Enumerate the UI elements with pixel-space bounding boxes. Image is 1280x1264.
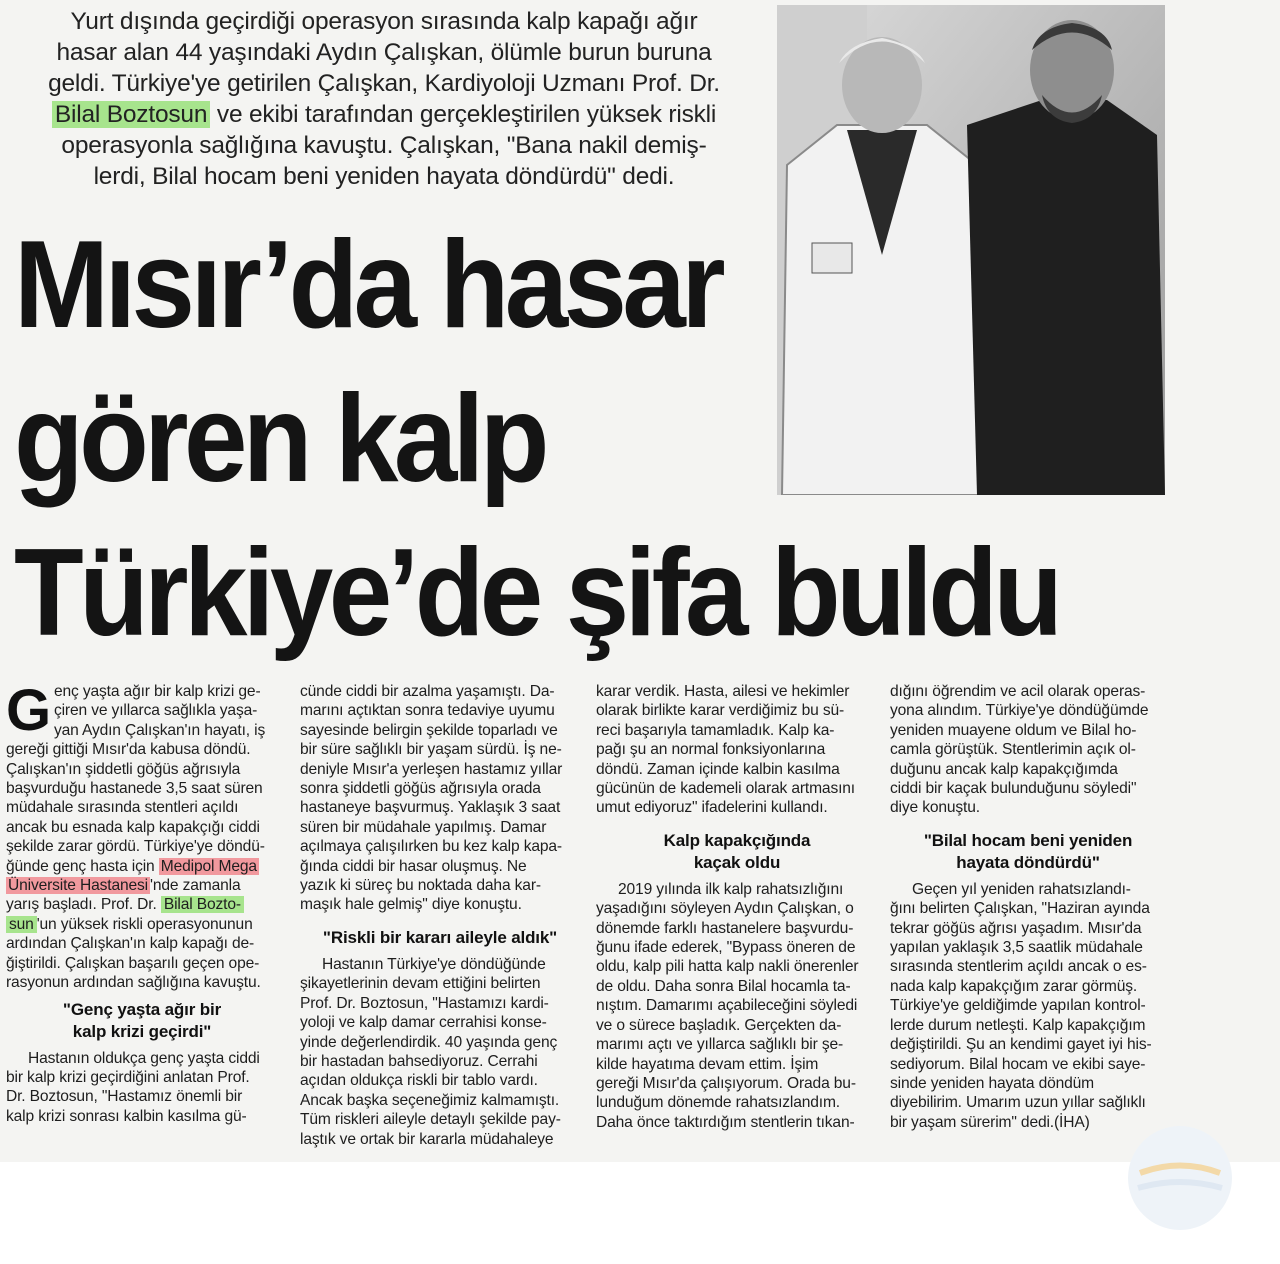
text-line: marını açtıktan sonra tedaviye uyumu <box>300 702 555 720</box>
highlighted-hospital: Medipol Mega <box>160 857 257 875</box>
headline-line: Türkiye’de şifa buldu <box>14 524 1059 662</box>
text-line: yapılan yaklaşık 3,5 saatlik müdahale <box>890 939 1143 957</box>
deck-line: hasar alan 44 yaşındaki Aydın Çalışkan, ölümle burun buruna <box>56 39 712 66</box>
text-line: döndü. Zaman içinde kalbin kasılma <box>596 760 840 778</box>
text-line: reci başarıyla tamamladık. Kalp ka- <box>596 721 835 739</box>
text-span: yarış başladı. Prof. Dr. <box>6 896 161 914</box>
text-line: de oldu. Daha sonra Bilal hocamla ta- <box>596 977 851 995</box>
text-line: Türkiye'ye geldiğimde yapılan kontrol- <box>890 997 1146 1015</box>
deck-line-text: ve ekibi tarafından gerçekleştirilen yüksek riskli <box>210 101 717 128</box>
highlighted-hospital: Üniversite Hastanesi <box>8 877 149 895</box>
text-line: başvurduğu hastanede 3,5 saat süren <box>6 780 263 798</box>
subheading-line: kalp krizi geçirdi" <box>72 1021 212 1041</box>
text-line: Prof. Dr. Boztosun, "Hastamızı kardi- <box>300 994 549 1012</box>
text-line: lerde durum netleşti. Kalp kapakçığım <box>890 1016 1146 1034</box>
text-line: bir yaşam sürerim" dedi.(İHA) <box>890 1113 1090 1131</box>
text-line: yan Aydın Çalışkan'ın hayatı, iş <box>53 721 266 739</box>
subheading-line: "Riskli bir kararı aileyle aldık" <box>322 927 558 947</box>
headline-line: Mısır’da hasar <box>14 216 722 354</box>
text-line: diye konuştu. <box>890 799 980 817</box>
text-line: Geçen yıl yeniden rahatsızlandı- <box>912 880 1131 898</box>
text-line: yinde değerlendirdik. 40 yaşında genç <box>300 1033 558 1051</box>
doctor-face <box>842 37 922 133</box>
text-line: 2019 yılında ilk kalp rahatsızlığını <box>618 880 844 898</box>
text-line: sayesinde belirgin şekilde toparladı ve <box>300 721 558 739</box>
article-column-4 <box>890 682 1166 1132</box>
text-line: şekilde zarar gördü. Türkiye'ye döndü- <box>6 838 265 856</box>
text-line: cünde ciddi bir azalma yaşamıştı. Da- <box>300 683 555 700</box>
text-line: Çalışkan'ın şiddetli göğüs ağrısıyla <box>6 760 241 778</box>
text-line: çiren ve yıllarca sağlıkla yaşa- <box>53 702 258 720</box>
text-line <box>6 895 278 914</box>
subheading <box>890 830 1166 874</box>
text-line: ğunu ifade ederek, "Bypass öneren de <box>596 939 856 957</box>
text-line: maşık hale gelmiş" diye konuştu. <box>300 896 522 914</box>
text-line: duğunu ancak kalp kapakçığımda <box>890 760 1118 778</box>
text-line: rasyonun ardından sağlığına kavuştu. <box>6 974 261 992</box>
text-line: süren bir müdahale yapılmış. Damar <box>300 818 547 836</box>
article-deck <box>0 6 768 192</box>
deck-line: operasyonla sağlığına kavuştu. Çalışkan, "Bana nakil demiş- <box>61 132 707 159</box>
text-line: ardından Çalışkan'ın kalp kapağı de- <box>6 935 255 953</box>
text-line: kalp krizi sonrası kalbin kasılma gü- <box>6 1107 247 1125</box>
text-line: Tüm riskleri aileyle detaylı şekilde pay- <box>300 1111 561 1129</box>
text-line: Daha önce taktırdığım stentlerin tıkan- <box>596 1113 855 1131</box>
article-column-2 <box>300 682 580 1149</box>
subheading-line: "Bilal hocam beni yeniden <box>923 830 1133 850</box>
deck-line: geldi. Türkiye'ye getirilen Çalışkan, Kardiyoloji Uzmanı Prof. Dr. <box>48 70 720 97</box>
watermark-circle <box>1128 1126 1232 1230</box>
text-line: dığını öğrendim ve acil olarak operas- <box>890 683 1146 700</box>
watermark-logo <box>1120 1118 1240 1238</box>
subheading-line: Kalp kapakçığında <box>663 830 811 850</box>
text-line: Hastanın Türkiye'ye döndüğünde <box>322 955 546 973</box>
text-line: ve o sürece başladık. Gerçekten da- <box>596 1016 842 1034</box>
text-line: gereği gittiği Mısır'da kabusa döndü. <box>6 741 251 759</box>
text-line <box>6 876 278 895</box>
text-line: gereği Mısır'da çalışıyorum. Orada bu- <box>596 1074 856 1092</box>
article-column-3 <box>596 682 878 1132</box>
subheading-line: hayata döndürdü" <box>956 852 1100 872</box>
text-line: yazık ki süreç bu noktada daha kar- <box>300 877 541 895</box>
text-span: 'un yüksek riskli operasyonunun <box>36 915 253 933</box>
text-line: oldu, kalp pili hatta kalp nakli önerenler <box>596 958 859 976</box>
text-line: karar verdik. Hasta, ailesi ve hekimler <box>596 683 850 700</box>
highlighted-name: Bilal Bozto- <box>161 896 244 913</box>
text-line: Dr. Boztosun, "Hastamız önemli bir <box>6 1088 243 1106</box>
headline-line: gören kalp <box>14 370 545 508</box>
text-line: ciddi bir kaçak bulunduğunu söyledi" <box>890 780 1137 798</box>
subheading <box>300 927 580 949</box>
drop-cap: G <box>6 678 51 743</box>
text-line: ancak bu esnada kalp kapakçığı ciddi <box>6 818 260 836</box>
headline <box>14 208 1090 670</box>
text-line: marımı açtı ve yıllarca sağlıklı bir şe- <box>596 1036 844 1054</box>
text-line: şikayetlerinin devam ettiğini belirten <box>300 975 541 993</box>
text-line: pağı şu an normal fonksiyonlarına <box>596 741 826 759</box>
text-line: nıştım. Damarımı açabileceğini söyledi <box>596 997 858 1015</box>
text-line: yeniden muayene oldum ve Bilal ho- <box>890 721 1137 739</box>
text-line: açılmaya çalışılırken bu kez kalp kapa- <box>300 838 562 856</box>
text-line: ğında ciddi bir hasar oluşmuş. Ne <box>300 857 527 875</box>
text-line: ğiştirildi. Çalışkan başarılı geçen ope- <box>6 954 260 972</box>
deck-line <box>0 99 768 130</box>
text-span: 'nde zamanla <box>150 877 241 895</box>
article-column-1 <box>6 678 278 1126</box>
text-line: değiştirildi. Şu an kendimi gayet iyi his- <box>890 1036 1152 1054</box>
text-line: umut ediyoruz" ifadelerini kullandı. <box>596 799 828 817</box>
text-line: bir kalp krizi geçirdiğini anlatan Prof. <box>6 1068 250 1086</box>
text-line: nada kalp kapakçığım zarar görmüş. <box>890 977 1138 995</box>
text-line: müdahale sırasında stentleri açıldı <box>6 799 239 817</box>
text-line: Ancak başka seçeneğimiz kalmamıştı. <box>300 1091 560 1109</box>
subheading-line: kaçak oldu <box>693 852 781 872</box>
deck-line: Yurt dışında geçirdiği operasyon sırasında kalp kapağı ağır <box>70 8 698 35</box>
text-line: bir süre sağlıklı bir yaşam sürdü. İş ne- <box>300 741 562 759</box>
highlighted-name: sun <box>6 916 37 933</box>
text-line: lunduğum dönemde rahatsızlandım. <box>596 1094 840 1112</box>
text-line: yona alındım. Türkiye'ye döndüğümde <box>890 702 1149 720</box>
deck-line: lerdi, Bilal hocam beni yeniden hayata döndürdü" dedi. <box>93 163 675 190</box>
text-line: sinde yeniden hayata döndüm <box>890 1074 1095 1092</box>
text-line: laştık ve ortak bir kararla müdahaleye <box>300 1130 554 1148</box>
subheading <box>596 830 878 874</box>
text-line: gücünün de kademeli olarak artmasını <box>596 780 855 798</box>
text-line <box>6 915 278 934</box>
text-line: Hastanın oldukça genç yaşta ciddi <box>28 1049 260 1067</box>
text-line: hastaneye başvurmuş. Yaklaşık 3 saat <box>300 799 561 817</box>
text-line: kilde hayatıma devam ettim. İşim <box>596 1055 819 1073</box>
text-span: ğünde genç hasta için <box>6 857 159 875</box>
text-line: olarak birlikte karar verdiğimiz bu sü- <box>596 702 845 720</box>
text-line: diyebilirim. Umarım uzun yıllar sağlıklı <box>890 1094 1146 1112</box>
text-line <box>6 857 278 876</box>
text-line: ğını belirten Çalışkan, "Haziran ayında <box>890 900 1150 918</box>
text-line: yaşadığını söyleyen Aydın Çalışkan, o <box>596 900 854 918</box>
text-line: açıdan oldukça riskli bir tablo vardı. <box>300 1072 538 1090</box>
text-line: sırasında stentlerim açıldı ancak o es- <box>890 958 1147 976</box>
text-line: enç yaşta ağır bir kalp krizi ge- <box>53 683 261 700</box>
text-line: tekrar göğüs ağrısı yaşadım. Mısır'da <box>890 919 1142 937</box>
text-line: sediyorum. Bilal hocam ve ekibi saye- <box>890 1055 1146 1073</box>
text-line: dönemde farklı hastanelere başvurdu- <box>596 919 854 937</box>
text-line: camla görüştük. Stentlerimin açık ol- <box>890 741 1136 759</box>
text-line: deniyle Mısır'a yerleşen hastamız yıllar <box>300 760 563 778</box>
text-line: sonra şiddetli göğüs ağrısıyla orada <box>300 780 541 798</box>
subheading-line: "Genç yaşta ağır bir <box>62 999 222 1019</box>
text-line: yoloji ve kalp damar cerrahisi konse- <box>300 1014 547 1032</box>
subheading <box>6 999 278 1043</box>
highlighted-name: Bilal Boztosun <box>52 101 210 128</box>
text-line: bir hastadan bahsediyoruz. Cerrahi <box>300 1052 538 1070</box>
